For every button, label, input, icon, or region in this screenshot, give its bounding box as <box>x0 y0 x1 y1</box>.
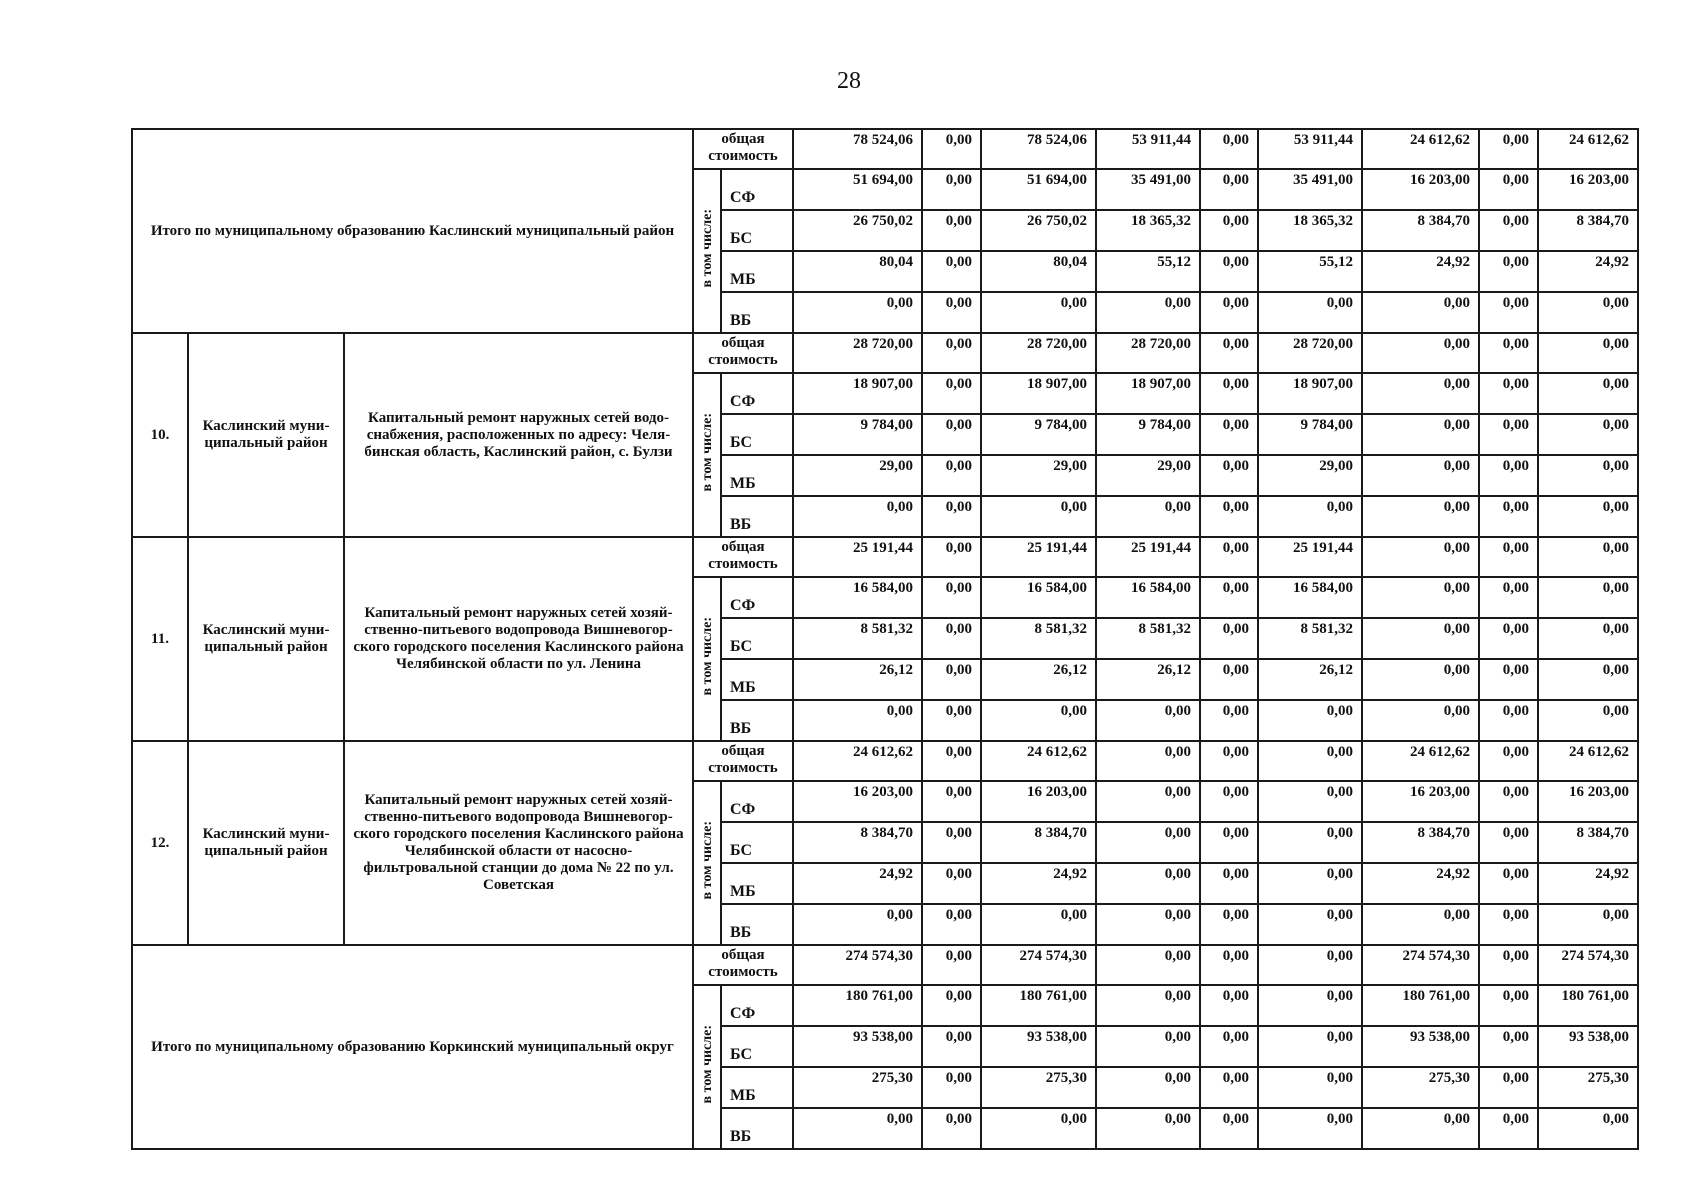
amount-cell: 0,00 <box>1200 659 1258 700</box>
funding-source-label: СФ <box>721 169 793 210</box>
amount-cell: 26 750,02 <box>793 210 922 251</box>
amount-cell: 26,12 <box>981 659 1096 700</box>
funding-source-label: БС <box>721 414 793 455</box>
amount-cell: 24 612,62 <box>1362 129 1479 169</box>
amount-cell: 24,92 <box>981 863 1096 904</box>
object-description: Капитальный ремонт наружных сетей хозяй-ственно-питьевого водопровода Вишневогор-ского городского поселения Каслинского района Челябинской области по ул. Ленина <box>344 537 693 741</box>
amount-cell: 0,00 <box>922 985 981 1026</box>
row-number: 12. <box>132 741 188 945</box>
amount-cell: 0,00 <box>922 373 981 414</box>
amount-cell: 0,00 <box>922 700 981 741</box>
amount-cell: 25 191,44 <box>981 537 1096 577</box>
amount-cell: 0,00 <box>1200 863 1258 904</box>
amount-cell: 0,00 <box>1200 781 1258 822</box>
amount-cell: 51 694,00 <box>793 169 922 210</box>
amount-cell: 18 907,00 <box>1096 373 1200 414</box>
amount-cell: 93 538,00 <box>981 1026 1096 1067</box>
amount-cell: 0,00 <box>793 1108 922 1149</box>
funding-source-label: БС <box>721 1026 793 1067</box>
amount-cell: 0,00 <box>1538 414 1638 455</box>
total-cost-label: общая стоимость <box>693 945 793 985</box>
amount-cell: 0,00 <box>1479 210 1538 251</box>
amount-cell: 0,00 <box>1538 292 1638 333</box>
amount-cell: 0,00 <box>1479 373 1538 414</box>
amount-cell: 93 538,00 <box>793 1026 922 1067</box>
funding-source-label: ВБ <box>721 904 793 945</box>
amount-cell: 26,12 <box>793 659 922 700</box>
amount-cell: 0,00 <box>1258 1026 1362 1067</box>
amount-cell: 0,00 <box>1096 945 1200 985</box>
amount-cell: 26 750,02 <box>981 210 1096 251</box>
amount-cell: 18 365,32 <box>1258 210 1362 251</box>
amount-cell: 180 761,00 <box>981 985 1096 1026</box>
amount-cell: 0,00 <box>793 700 922 741</box>
amount-cell: 0,00 <box>1479 822 1538 863</box>
amount-cell: 0,00 <box>1258 945 1362 985</box>
amount-cell: 24 612,62 <box>981 741 1096 781</box>
page-number: 28 <box>837 68 861 94</box>
amount-cell: 0,00 <box>1362 618 1479 659</box>
amount-cell: 16 203,00 <box>1362 169 1479 210</box>
amount-cell: 0,00 <box>1479 537 1538 577</box>
amount-cell: 16 203,00 <box>981 781 1096 822</box>
amount-cell: 0,00 <box>1362 577 1479 618</box>
amount-cell: 0,00 <box>1479 414 1538 455</box>
amount-cell: 24 612,62 <box>1538 129 1638 169</box>
amount-cell: 25 191,44 <box>793 537 922 577</box>
amount-cell: 0,00 <box>922 863 981 904</box>
amount-cell: 16 584,00 <box>1258 577 1362 618</box>
amount-cell: 8 581,32 <box>793 618 922 659</box>
amount-cell: 0,00 <box>922 251 981 292</box>
table-body <box>132 129 1638 1149</box>
including-label <box>693 169 721 333</box>
amount-cell: 0,00 <box>922 618 981 659</box>
amount-cell: 24,92 <box>793 863 922 904</box>
including-label <box>693 781 721 945</box>
including-label <box>693 985 721 1149</box>
funding-source-label: СФ <box>721 781 793 822</box>
amount-cell: 0,00 <box>922 822 981 863</box>
amount-cell: 0,00 <box>1200 1067 1258 1108</box>
amount-cell: 0,00 <box>922 781 981 822</box>
amount-cell: 8 384,70 <box>1362 210 1479 251</box>
amount-cell: 0,00 <box>1200 577 1258 618</box>
amount-cell: 0,00 <box>922 1108 981 1149</box>
amount-cell: 53 911,44 <box>1096 129 1200 169</box>
amount-cell: 0,00 <box>1258 741 1362 781</box>
amount-cell: 0,00 <box>1479 577 1538 618</box>
total-cost-label: общая стоимость <box>693 741 793 781</box>
funding-source-label: МБ <box>721 251 793 292</box>
amount-cell: 28 720,00 <box>981 333 1096 373</box>
amount-cell: 18 907,00 <box>1258 373 1362 414</box>
amount-cell: 0,00 <box>1479 455 1538 496</box>
amount-cell: 35 491,00 <box>1258 169 1362 210</box>
amount-cell: 0,00 <box>981 292 1096 333</box>
amount-cell: 25 191,44 <box>1096 537 1200 577</box>
funding-source-label: МБ <box>721 659 793 700</box>
amount-cell: 0,00 <box>1096 781 1200 822</box>
amount-cell: 275,30 <box>981 1067 1096 1108</box>
amount-cell: 0,00 <box>1258 700 1362 741</box>
amount-cell: 0,00 <box>1096 822 1200 863</box>
amount-cell: 0,00 <box>1096 904 1200 945</box>
object-description: Капитальный ремонт наружных сетей хозяй-ственно-питьевого водопровода Вишневогор-ского городского поселения Каслинского района Челябинской области от насосно-фильтровальной станции до дома № 22 по ул. Советская <box>344 741 693 945</box>
amount-cell: 0,00 <box>1200 169 1258 210</box>
amount-cell: 0,00 <box>1200 414 1258 455</box>
amount-cell: 8 384,70 <box>1538 822 1638 863</box>
including-text: в том числе: <box>699 1025 715 1104</box>
amount-cell: 0,00 <box>981 496 1096 537</box>
amount-cell: 0,00 <box>1258 863 1362 904</box>
amount-cell: 0,00 <box>1200 210 1258 251</box>
amount-cell: 28 720,00 <box>1258 333 1362 373</box>
amount-cell: 180 761,00 <box>1538 985 1638 1026</box>
amount-cell: 274 574,30 <box>1538 945 1638 985</box>
amount-cell: 0,00 <box>1538 333 1638 373</box>
amount-cell: 0,00 <box>981 700 1096 741</box>
amount-cell: 0,00 <box>922 210 981 251</box>
amount-cell: 0,00 <box>1258 1108 1362 1149</box>
amount-cell: 0,00 <box>922 537 981 577</box>
funding-source-label: СФ <box>721 985 793 1026</box>
municipality-name: Каслинский муни-ципальный район <box>188 741 344 945</box>
amount-cell: 18 907,00 <box>981 373 1096 414</box>
amount-cell: 24 612,62 <box>1538 741 1638 781</box>
amount-cell: 0,00 <box>1362 659 1479 700</box>
amount-cell: 0,00 <box>922 904 981 945</box>
amount-cell: 24,92 <box>1538 251 1638 292</box>
amount-cell: 0,00 <box>1362 537 1479 577</box>
funding-source-label: ВБ <box>721 292 793 333</box>
amount-cell: 274 574,30 <box>1362 945 1479 985</box>
amount-cell: 53 911,44 <box>1258 129 1362 169</box>
amount-cell: 0,00 <box>922 1067 981 1108</box>
amount-cell: 8 581,32 <box>1258 618 1362 659</box>
amount-cell: 0,00 <box>981 904 1096 945</box>
amount-cell: 0,00 <box>1258 904 1362 945</box>
amount-cell: 0,00 <box>922 659 981 700</box>
amount-cell: 0,00 <box>1479 292 1538 333</box>
amount-cell: 0,00 <box>1200 822 1258 863</box>
amount-cell: 16 584,00 <box>793 577 922 618</box>
amount-cell: 0,00 <box>1538 496 1638 537</box>
amount-cell: 26,12 <box>1258 659 1362 700</box>
municipality-name: Каслинский муни-ципальный район <box>188 537 344 741</box>
amount-cell: 0,00 <box>922 1026 981 1067</box>
amount-cell: 275,30 <box>1362 1067 1479 1108</box>
amount-cell: 0,00 <box>1362 292 1479 333</box>
amount-cell: 0,00 <box>922 129 981 169</box>
amount-cell: 0,00 <box>1362 1108 1479 1149</box>
amount-cell: 24 612,62 <box>1362 741 1479 781</box>
table-row <box>132 129 1638 169</box>
funding-source-label: СФ <box>721 577 793 618</box>
amount-cell: 80,04 <box>981 251 1096 292</box>
amount-cell: 28 720,00 <box>793 333 922 373</box>
amount-cell: 0,00 <box>1538 577 1638 618</box>
amount-cell: 0,00 <box>793 904 922 945</box>
amount-cell: 8 384,70 <box>981 822 1096 863</box>
amount-cell: 274 574,30 <box>793 945 922 985</box>
amount-cell: 0,00 <box>1096 1108 1200 1149</box>
amount-cell: 274 574,30 <box>981 945 1096 985</box>
amount-cell: 0,00 <box>1200 945 1258 985</box>
amount-cell: 93 538,00 <box>1538 1026 1638 1067</box>
amount-cell: 0,00 <box>1479 985 1538 1026</box>
amount-cell: 8 581,32 <box>981 618 1096 659</box>
total-cost-label: общая стоимость <box>693 333 793 373</box>
funding-source-label: БС <box>721 822 793 863</box>
amount-cell: 0,00 <box>922 169 981 210</box>
amount-cell: 0,00 <box>1200 537 1258 577</box>
amount-cell: 0,00 <box>1200 373 1258 414</box>
amount-cell: 24,92 <box>1362 251 1479 292</box>
amount-cell: 0,00 <box>1258 781 1362 822</box>
amount-cell: 0,00 <box>1200 496 1258 537</box>
amount-cell: 0,00 <box>1479 1026 1538 1067</box>
subtotal-label: Итого по муниципальному образованию Каслинский муниципальный район <box>132 129 693 333</box>
amount-cell: 180 761,00 <box>1362 985 1479 1026</box>
amount-cell: 0,00 <box>1362 373 1479 414</box>
amount-cell: 0,00 <box>1200 1108 1258 1149</box>
amount-cell: 0,00 <box>1479 863 1538 904</box>
amount-cell: 55,12 <box>1258 251 1362 292</box>
amount-cell: 0,00 <box>922 945 981 985</box>
amount-cell: 18 907,00 <box>793 373 922 414</box>
amount-cell: 0,00 <box>1096 1067 1200 1108</box>
including-text: в том числе: <box>699 209 715 288</box>
amount-cell: 0,00 <box>922 292 981 333</box>
table-row <box>132 945 1638 985</box>
amount-cell: 8 384,70 <box>793 822 922 863</box>
amount-cell: 0,00 <box>1479 700 1538 741</box>
amount-cell: 25 191,44 <box>1258 537 1362 577</box>
amount-cell: 0,00 <box>922 414 981 455</box>
amount-cell: 0,00 <box>1479 945 1538 985</box>
amount-cell: 8 384,70 <box>1362 822 1479 863</box>
amount-cell: 29,00 <box>793 455 922 496</box>
amount-cell: 0,00 <box>922 577 981 618</box>
amount-cell: 16 584,00 <box>981 577 1096 618</box>
amount-cell: 80,04 <box>793 251 922 292</box>
amount-cell: 0,00 <box>1200 741 1258 781</box>
amount-cell: 275,30 <box>1538 1067 1638 1108</box>
row-number: 11. <box>132 537 188 741</box>
amount-cell: 16 203,00 <box>1538 781 1638 822</box>
amount-cell: 0,00 <box>1538 659 1638 700</box>
amount-cell: 28 720,00 <box>1096 333 1200 373</box>
total-cost-label: общая стоимость <box>693 129 793 169</box>
object-description: Капитальный ремонт наружных сетей водо-снабжения, расположенных по адресу: Челя-бинская область, Каслинский район, с. Булзи <box>344 333 693 537</box>
amount-cell: 29,00 <box>1258 455 1362 496</box>
funding-source-label: БС <box>721 618 793 659</box>
amount-cell: 0,00 <box>1258 496 1362 537</box>
amount-cell: 24,92 <box>1362 863 1479 904</box>
budget-table <box>131 128 1639 1150</box>
amount-cell: 0,00 <box>1362 496 1479 537</box>
amount-cell: 16 203,00 <box>1538 169 1638 210</box>
amount-cell: 0,00 <box>1096 741 1200 781</box>
amount-cell: 275,30 <box>793 1067 922 1108</box>
including-text: в том числе: <box>699 821 715 900</box>
amount-cell: 0,00 <box>1096 700 1200 741</box>
amount-cell: 8 581,32 <box>1096 618 1200 659</box>
amount-cell: 0,00 <box>1538 700 1638 741</box>
including-text: в том числе: <box>699 413 715 492</box>
amount-cell: 0,00 <box>922 496 981 537</box>
amount-cell: 0,00 <box>1538 537 1638 577</box>
amount-cell: 9 784,00 <box>1096 414 1200 455</box>
amount-cell: 0,00 <box>1362 333 1479 373</box>
amount-cell: 0,00 <box>1200 129 1258 169</box>
amount-cell: 16 203,00 <box>1362 781 1479 822</box>
funding-source-label: СФ <box>721 373 793 414</box>
subtotal-label: Итого по муниципальному образованию Коркинский муниципальный округ <box>132 945 693 1149</box>
amount-cell: 0,00 <box>1096 496 1200 537</box>
amount-cell: 0,00 <box>1258 1067 1362 1108</box>
amount-cell: 0,00 <box>1479 904 1538 945</box>
amount-cell: 0,00 <box>1200 455 1258 496</box>
amount-cell: 0,00 <box>1538 373 1638 414</box>
amount-cell: 0,00 <box>1200 904 1258 945</box>
municipality-name: Каслинский муни-ципальный район <box>188 333 344 537</box>
amount-cell: 0,00 <box>1479 1108 1538 1149</box>
amount-cell: 0,00 <box>922 741 981 781</box>
amount-cell: 78 524,06 <box>793 129 922 169</box>
amount-cell: 0,00 <box>1258 292 1362 333</box>
amount-cell: 51 694,00 <box>981 169 1096 210</box>
amount-cell: 0,00 <box>793 496 922 537</box>
funding-source-label: ВБ <box>721 496 793 537</box>
amount-cell: 0,00 <box>1200 1026 1258 1067</box>
amount-cell: 0,00 <box>1362 414 1479 455</box>
amount-cell: 0,00 <box>1200 251 1258 292</box>
amount-cell: 0,00 <box>1200 700 1258 741</box>
amount-cell: 0,00 <box>1258 985 1362 1026</box>
amount-cell: 180 761,00 <box>793 985 922 1026</box>
amount-cell: 0,00 <box>1200 618 1258 659</box>
amount-cell: 0,00 <box>1362 904 1479 945</box>
amount-cell: 0,00 <box>1479 333 1538 373</box>
amount-cell: 0,00 <box>1096 1026 1200 1067</box>
amount-cell: 9 784,00 <box>981 414 1096 455</box>
amount-cell: 0,00 <box>1538 904 1638 945</box>
amount-cell: 16 584,00 <box>1096 577 1200 618</box>
amount-cell: 0,00 <box>1479 618 1538 659</box>
including-label <box>693 577 721 741</box>
amount-cell: 8 384,70 <box>1538 210 1638 251</box>
amount-cell: 55,12 <box>1096 251 1200 292</box>
funding-source-label: МБ <box>721 1067 793 1108</box>
amount-cell: 0,00 <box>922 455 981 496</box>
amount-cell: 0,00 <box>1479 1067 1538 1108</box>
table-row <box>132 537 1638 577</box>
amount-cell: 0,00 <box>1479 169 1538 210</box>
amount-cell: 0,00 <box>981 1108 1096 1149</box>
amount-cell: 0,00 <box>1538 455 1638 496</box>
funding-source-label: ВБ <box>721 700 793 741</box>
amount-cell: 9 784,00 <box>1258 414 1362 455</box>
total-cost-label: общая стоимость <box>693 537 793 577</box>
amount-cell: 0,00 <box>793 292 922 333</box>
amount-cell: 0,00 <box>1479 659 1538 700</box>
table-row <box>132 741 1638 781</box>
amount-cell: 0,00 <box>1096 985 1200 1026</box>
amount-cell: 0,00 <box>1362 700 1479 741</box>
amount-cell: 24 612,62 <box>793 741 922 781</box>
funding-source-label: БС <box>721 210 793 251</box>
amount-cell: 29,00 <box>1096 455 1200 496</box>
amount-cell: 0,00 <box>1096 292 1200 333</box>
amount-cell: 0,00 <box>1200 333 1258 373</box>
amount-cell: 93 538,00 <box>1362 1026 1479 1067</box>
amount-cell: 0,00 <box>1538 618 1638 659</box>
amount-cell: 0,00 <box>1258 822 1362 863</box>
amount-cell: 78 524,06 <box>981 129 1096 169</box>
funding-source-label: МБ <box>721 455 793 496</box>
amount-cell: 35 491,00 <box>1096 169 1200 210</box>
amount-cell: 0,00 <box>1096 863 1200 904</box>
amount-cell: 0,00 <box>1200 292 1258 333</box>
amount-cell: 0,00 <box>1362 455 1479 496</box>
including-text: в том числе: <box>699 617 715 696</box>
amount-cell: 16 203,00 <box>793 781 922 822</box>
amount-cell: 9 784,00 <box>793 414 922 455</box>
row-number: 10. <box>132 333 188 537</box>
table-row <box>132 333 1638 373</box>
amount-cell: 29,00 <box>981 455 1096 496</box>
amount-cell: 0,00 <box>1479 496 1538 537</box>
amount-cell: 0,00 <box>1479 251 1538 292</box>
amount-cell: 0,00 <box>1479 781 1538 822</box>
amount-cell: 0,00 <box>1200 985 1258 1026</box>
amount-cell: 18 365,32 <box>1096 210 1200 251</box>
amount-cell: 0,00 <box>1479 741 1538 781</box>
amount-cell: 24,92 <box>1538 863 1638 904</box>
including-label <box>693 373 721 537</box>
funding-source-label: МБ <box>721 863 793 904</box>
amount-cell: 0,00 <box>922 333 981 373</box>
amount-cell: 26,12 <box>1096 659 1200 700</box>
amount-cell: 0,00 <box>1538 1108 1638 1149</box>
funding-source-label: ВБ <box>721 1108 793 1149</box>
amount-cell: 0,00 <box>1479 129 1538 169</box>
